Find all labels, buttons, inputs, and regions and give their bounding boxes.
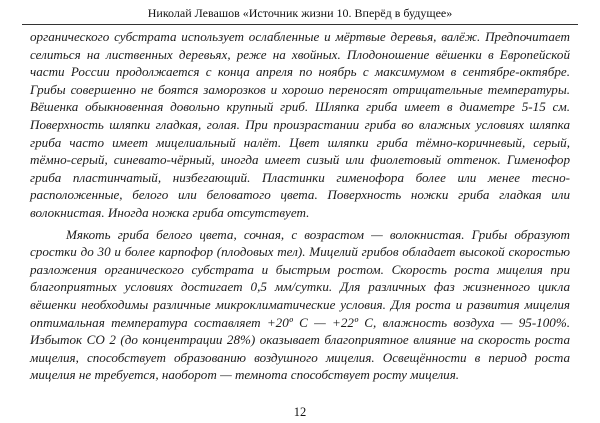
body-text xyxy=(30,28,570,384)
page-number: 12 xyxy=(293,405,307,419)
paragraph: органического субстрата использует ослабленные и мёртвые деревья, валёж. Предпочитает селиться на лиственных деревьях, реже на хвойных. Плодоношение вёшенки в Европейской части России продолжается с конца апреля по ноябрь с максимумом в сентябре-октябре. Грибы совершенно не боятся заморозков и хорошо переносят отрицательные температуры. Вёшенка обыкновенная довольно крупный гриб. Шляпка гриба имеет в диаметре 5-15 см. Поверхность шляпки гладкая, голая. При произрастании гриба во влажных условиях шляпка гриба часто имеет мицелиальный налёт. Цвет шляпки гриба тёмно-коричневый, серый, тёмно-серый, синевато-чёрный, иногда имеет сизый или фиолетовый оттенок. Гименофор гриба пластинчатый, низбегающий. Пластинки гименофора более или менее тесно-расположенные, белого или беловатого цвета. Поверхность ножки гриба гладкая или волокнистая. Иногда ножка гриба отсутствует. xyxy=(30,29,570,220)
paragraph: Мякоть гриба белого цвета, сочная, с возрастом — волокнистая. Грибы образуют сростки до 30 и более карпофор (плодовых тел). Мицелий грибов обладает высокой скоростью разложения органического субстрата и быстрым ростом. Скорость роста мицелия при благоприятных условиях достигает 0,5 мм/сутки. Для различных фаз жизненного цикла вёшенки необходимы различные микроклиматические условия. Для роста и развития мицелия оптимальная температура составляет +20º С — +22º С, влажность воздуха — 95-100%. Избыток СО 2 (до концентрации 28%) оказывает благоприятное влияние на скорость роста мицелия, способствует образованию воздушного мицелия. Освещённости в период роста мицелия не требуется, наоборот — темнота способствует росту мицелия. xyxy=(30,226,570,383)
header-rule xyxy=(22,24,578,25)
running-header: Николай Левашов «Источник жизни 10. Вперёд в будущее» xyxy=(147,6,453,20)
